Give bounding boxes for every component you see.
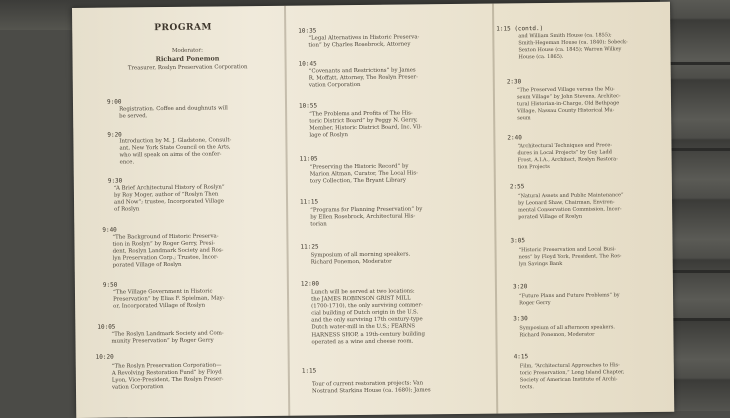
time-label: 9:30	[107, 177, 123, 185]
program-entry: “The Problems and Profits of The His- toric District Board” by Peggy N. Gerry, Member, Historic District Board, Inc. Vil- lage of Roslyn	[309, 110, 422, 139]
time-label: 10:20	[95, 353, 114, 361]
time-label: 9:00	[106, 98, 122, 106]
time-label: 10:55	[299, 102, 318, 110]
program-entry: Registration. Coffee and doughnuts will be served.	[119, 105, 228, 120]
time-label: 1:15	[301, 367, 317, 375]
program-entry: Film, “Architectural Approaches to His- toric Preservation,” Long Island Chapter, Society of American Institute of Archi- tects.	[519, 362, 625, 391]
program-heading: PROGRAM	[154, 22, 212, 34]
time-label: 3:30	[513, 315, 528, 323]
program-entry: “The Roslyn Landmark Society and Com- munity Preservation” by Roger Gerry	[111, 330, 224, 345]
program-entry: “Natural Assets and Public Maintenance” by Leonard Shaw, Chairman, Environ- mental Conservation Commission, Incor- porated Village of Roslyn	[517, 192, 624, 221]
program-entry: “Programs for Planning Preservation” by by Ellen Rosebrock, Architectural His- torian	[310, 206, 423, 228]
program-entry: “Future Plans and Future Problems” by Roger Gerry	[519, 292, 620, 307]
program-entry: “The Village Government in Historic Preservation” by Elias F. Spielman, May- or, Incorporated Village of Roslyn	[112, 288, 225, 310]
program-entry: and William Smith House (ca. 1855); Smith-Hegeman House (ca. 1840); Sobeck- Sexton House (ca. 1845); Warren Wilkey House (ca. 1865).	[518, 32, 628, 61]
time-label: 12:00	[300, 280, 320, 288]
program-entry: “Covenants and Restrictions” by James R. Moffatt, Attorney, The Roslyn Preser- vation Corporation	[308, 67, 418, 89]
program-entry: Symposium of all afternoon speakers. Richard Ponemon, Moderator	[519, 324, 616, 339]
program-entry: “Architectural Techniques and Proce- dures in Local Projects” by Guy Ladd Frost, A.I.A., Architect, Roslyn Restora- tion Projects	[517, 142, 618, 171]
fold-line-2	[492, 4, 498, 414]
time-label: 11:15	[300, 198, 319, 206]
program-entry: “Preserving the Historic Record” by Marion Altman, Curator, The Local His- tory Collection, The Bryant Library	[309, 163, 418, 185]
time-label: 10:45	[298, 60, 317, 68]
program-entry: “The Background of Historic Preserva- tion in Roslyn” by Roger Gerry, Presi- dent, Roslyn Landmark Society and Ros- lyn Preservation Corp.; Trustee, Incor- porated Village of Roslyn	[112, 233, 224, 269]
time-label: 1:15 (contd.)	[496, 25, 544, 33]
program-entry: “Historic Preservation and Local Busi- ness” by Floyd York, President, The Ros- lyn Savings Bank	[518, 246, 622, 268]
time-label: 9:40	[102, 226, 117, 234]
program-entry: Tour of current restoration projects: Van Nostrand Starkins House (ca. 1680); James	[311, 380, 431, 395]
program-entry: Introduction by M. J. Gladstone, Consult- ant, New York State Council on the Arts, who will speak on aims of the confer- ence.	[119, 137, 232, 166]
moderator-title: Treasurer, Roslyn Preservation Corporation	[127, 64, 248, 72]
time-label: 10:35	[298, 27, 317, 35]
program-page	[72, 2, 674, 418]
time-label: 3:20	[512, 283, 528, 291]
time-label: 2:40	[507, 134, 522, 142]
program-entry: Lunch will be served at two locations: the JAMES ROBINSON GRIST MILL (1700-1710), the only surviving commer- cial building of Dutch origin in the U.S. and the only surviving 17th century-type Dutch water-mill in the U.S.; FEARNS HARNESS SHOP, a 19th-century building operated as a wine and cheese room.	[310, 288, 425, 346]
fold-line-1	[284, 6, 290, 416]
program-entry: Symposium of all morning speakers. Richard Ponemon, Moderator	[310, 251, 411, 266]
moderator-label: Moderator:	[171, 47, 203, 54]
program-entry: “A Brief Architectural History of Roslyn” by Roy Moger, author of “Roslyn Then and Now”; trustee, Incorporated Village of Roslyn	[113, 184, 225, 213]
time-label: 4:15	[513, 353, 529, 361]
time-label: 2:55	[509, 183, 525, 191]
time-label: 11:25	[300, 243, 319, 251]
program-entry: “The Roslyn Preservation Corporation— A Revolving Restoration Fund” by Floyd Lyon, Vice-President, The Roslyn Preser- vation Corporation	[111, 362, 224, 391]
time-label: 3:05	[510, 237, 525, 245]
program-entry: “The Preserved Village versus the Mu- seum Village” by John Stevens, Architec- tural Historian-in-Charge, Old Bethpage Village, Nassau County Historical Mu- seum	[516, 86, 621, 122]
program-entry: “Legal Alternatives in Historic Preserva- tion” by Charles Rosebrock, Attorney	[308, 34, 420, 49]
time-label: 11:05	[299, 155, 318, 163]
time-label: 2:30	[506, 78, 522, 86]
moderator-name: Richard Ponemon	[155, 54, 220, 64]
time-label: 9:20	[107, 131, 122, 139]
time-label: 10:05	[97, 323, 116, 331]
time-label: 9:50	[102, 281, 118, 289]
